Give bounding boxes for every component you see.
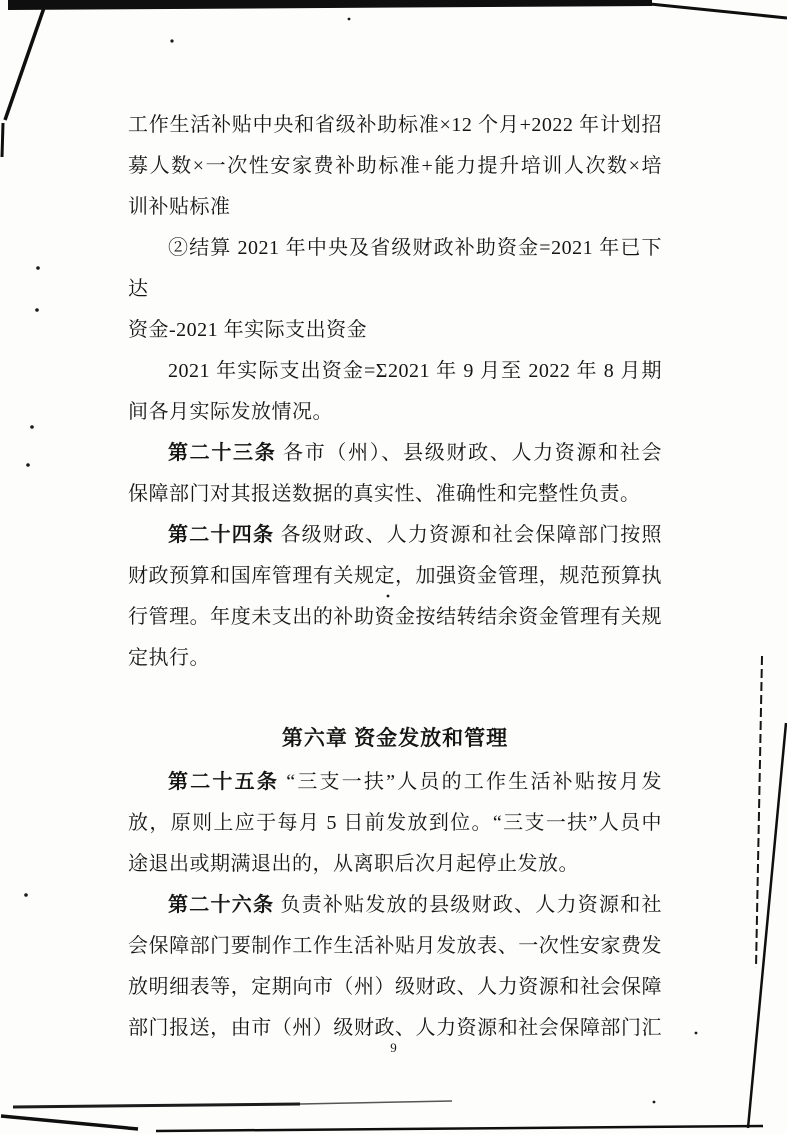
text-line: ②结算 2021 年中央及省级财政补助资金=2021 年已下达 xyxy=(128,237,662,300)
text-line: 训补贴标准 xyxy=(128,196,231,218)
scan-edge-artifact-left-segment xyxy=(2,123,3,157)
text-line: 第二十五条 “三支一扶”人员的工作生活补贴按月发 xyxy=(168,771,662,793)
scan-edge-artifact-bottom-left-b xyxy=(1,1116,138,1129)
text-line: 途退出或期满退出的，从离职后次月起停止发放。 xyxy=(128,853,579,875)
scan-edge-artifact-bottom-long xyxy=(156,1126,763,1131)
text-line: 第二十三条 各市（州）、县级财政、人力资源和社会 xyxy=(168,442,663,464)
scan-edge-artifact-top-right xyxy=(650,4,787,18)
document-body xyxy=(128,105,662,1049)
chapter-heading: 第六章 资金发放和管理 xyxy=(281,726,509,750)
text-line: 财政预算和国库管理有关规定，加强资金管理，规范预算执 xyxy=(128,565,662,587)
scan-edge-artifact-top-bar xyxy=(8,0,652,10)
text-line: 放，原则上应于每月 5 日前发放到位。“三支一扶”人员中 xyxy=(128,812,662,834)
text-line: 2021 年实际支出资金=Σ2021 年 9 月至 2022 年 8 月期 xyxy=(168,360,662,382)
scan-edge-artifact-bottom-left-a2 xyxy=(300,1101,452,1104)
article-number: 第二十六条 xyxy=(168,894,275,916)
page-number: 9 xyxy=(390,1040,397,1055)
text-line: 第二十四条 各级财政、人力资源和社会保障部门按照 xyxy=(168,524,663,546)
text-line: 放明细表等，定期向市（州）级财政、人力资源和社会保障 xyxy=(128,976,662,998)
text-line: 会保障部门要制作工作生活补贴月发放表、一次性安家费发 xyxy=(128,935,662,957)
text-line: 保障部门对其报送数据的真实性、准确性和完整性负责。 xyxy=(128,483,641,505)
article-number: 第二十三条 xyxy=(168,442,277,464)
scan-edge-artifact-right-diagonal xyxy=(748,723,786,1128)
scan-edge-artifact-right-dashed xyxy=(756,656,762,968)
text-line: 工作生活补贴中央和省级补助标准×12 个月+2022 年计划招 xyxy=(128,114,662,136)
text-line: 第二十六条 负责补贴发放的县级财政、人力资源和社 xyxy=(168,894,663,916)
text-line: 定执行。 xyxy=(128,647,210,669)
text-line: 部门报送，由市（州）级财政、人力资源和社会保障部门汇 xyxy=(128,1017,662,1039)
article-number: 第二十五条 xyxy=(168,771,280,793)
text-line: 募人数×一次性安家费补助标准+能力提升培训人次数×培 xyxy=(128,155,662,177)
article-number: 第二十四条 xyxy=(168,524,275,546)
text-line: 间各月实际发放情况。 xyxy=(128,401,333,423)
text-line: 资金-2021 年实际支出资金 xyxy=(128,319,368,341)
scan-edge-artifact-bottom-left-a xyxy=(13,1104,300,1107)
text-line: 行管理。年度未支出的补助资金按结转结余资金管理有关规 xyxy=(128,606,662,628)
scan-edge-artifact-left-diagonal xyxy=(5,2,46,120)
